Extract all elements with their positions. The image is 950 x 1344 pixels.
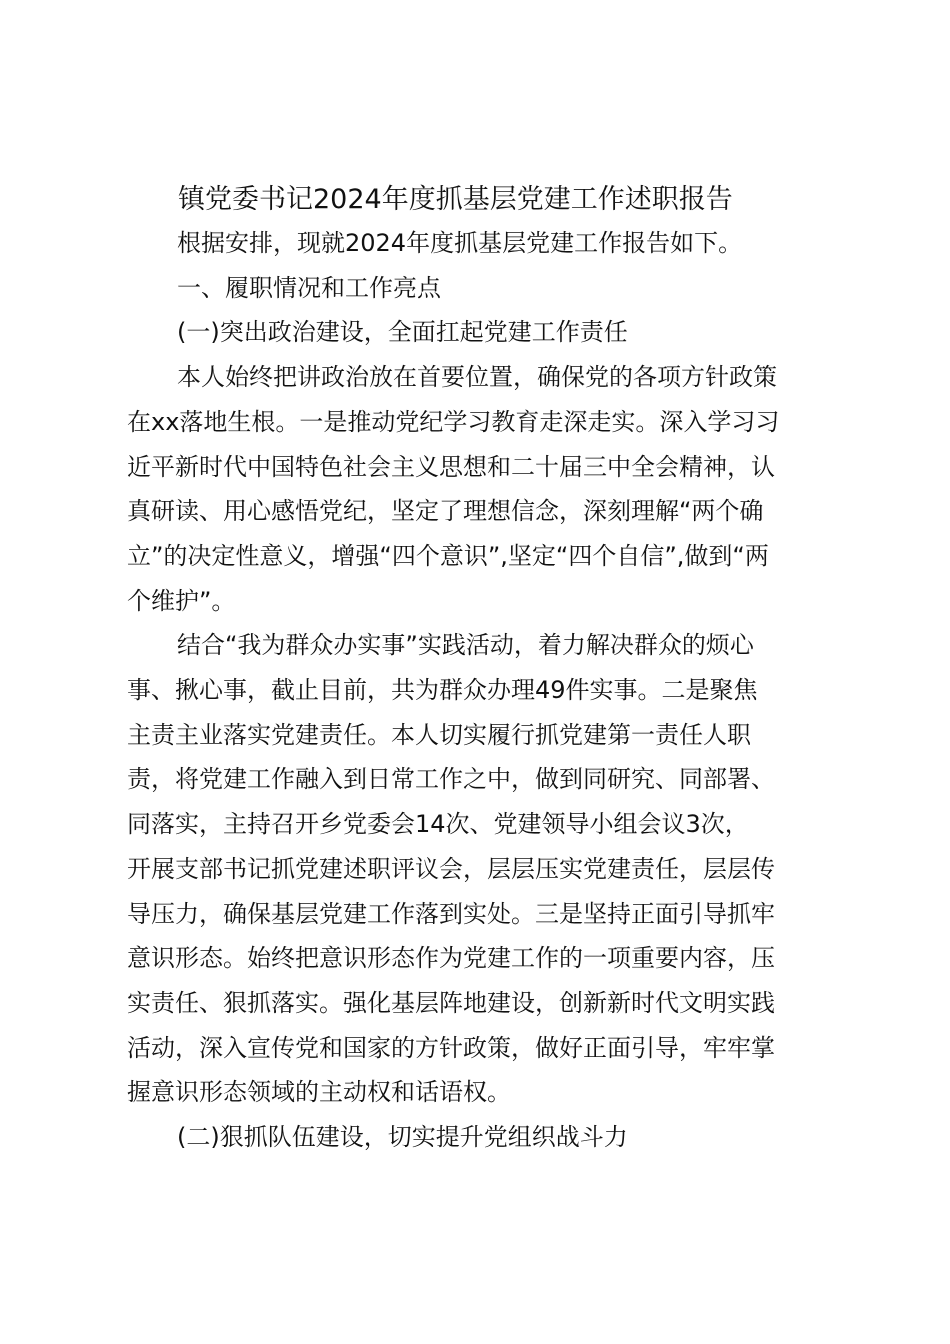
body-paragraph-1: 本人始终把讲政治放在首要位置，确保党的各项方针政策 在xx落地生根。一是推动党纪学习教育走深走实。深入学习习 近平新时代中国特色社会主义思想和二十届三中全会精神，认 真研读、用心感悟党纪，坚定了理想信念，深刻理解“两个确 立”的决定性意义，增强“四个意识”,坚定“四个自信”,做到“两 个维护”。 [127, 363, 780, 615]
intro-paragraph: 根据安排，现就2024年度抓基层党建工作报告如下。 [177, 229, 743, 257]
document-body [127, 176, 837, 1160]
document-title: 镇党委书记2024年度抓基层党建工作述职报告 [178, 184, 733, 215]
subsection-heading-2: (二)狠抓队伍建设，切实提升党组织战斗力 [177, 1123, 628, 1152]
section-heading-1: 一、履职情况和工作亮点 [177, 273, 441, 302]
subsection-heading-1: (一)突出政治建设，全面扛起党建工作责任 [177, 318, 628, 347]
body-paragraph-2: 结合“我为群众办实事”实践活动，着力解决群众的烦心 事、揪心事，截止目前，共为群众办理49件实事。二是聚焦 主责主业落实党建责任。本人切实履行抓党建第一责任人职 责，将党建工作融入到日常工作之中，做到同研究、同部署、 同落实，主持召开乡党委会14次、党建领导小组会议3次， 开展支部书记抓党建述职评议会，层层压实党建责任，层层传 导压力，确保基层党建工作落到实处。三是坚持正面引导抓牢 意识形态。始终把意识形态作为党建工作的一项重要内容，压 实责任、狠抓落实。强化基层阵地建设，创新新时代文明实践 活动，深入宣传党和国家的方针政策，做好正面引导，牢牢掌 握意识形态领域的主动权和话语权。 [127, 631, 775, 1107]
